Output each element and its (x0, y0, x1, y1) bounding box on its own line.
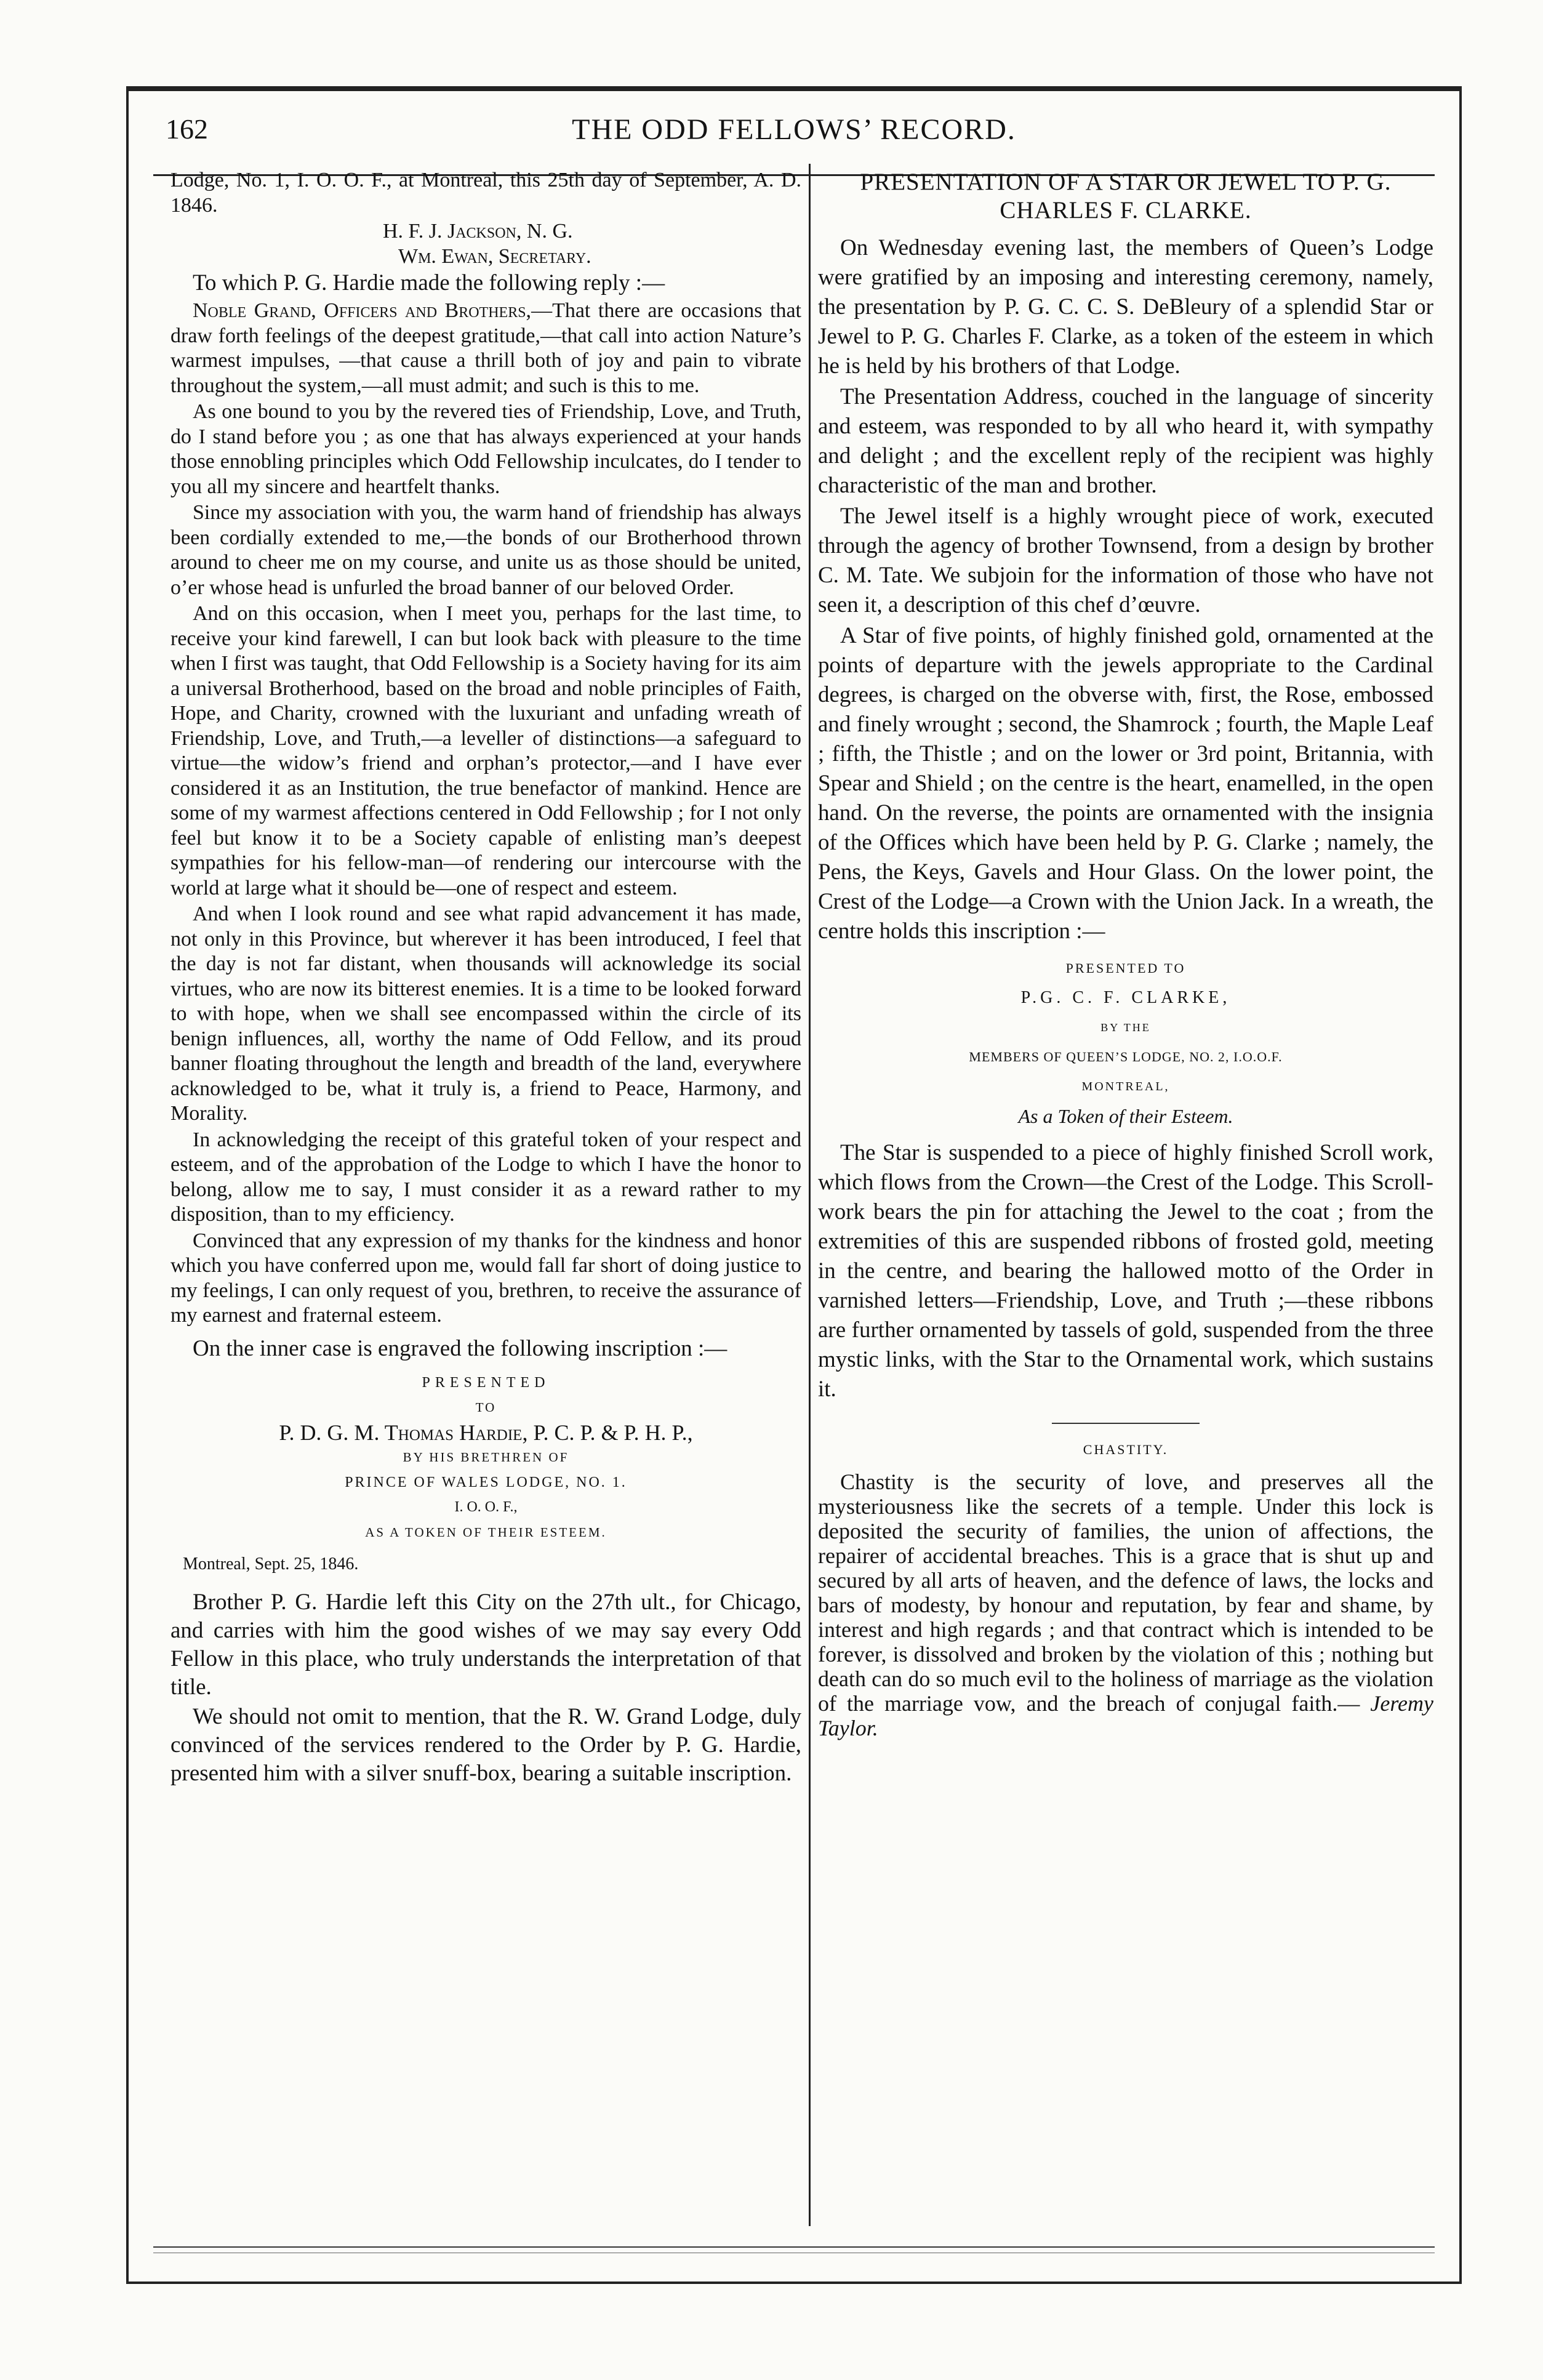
reply-paragraph-4: And on this occasion, when I meet you, perhaps for the last time, to receive your kind farewell, I can but look back with pleasure to the time when I first was taught, that Odd Fellowship is a Society having for its aim a universal Brotherhood, based on the broad and noble principles of Faith, Hope, and Charity, crowned with the luxuriant and unfading wreath of Friendship, Love, and Truth,—a leveller of distinctions—a safeguard to virtue—the widow’s friend and orphan’s protector,—and I have ever considered it as an Institution, the true benefactor of mankind. Hence are some of my warmest affections centered in Odd Fellowship ; for I not only feel but know it to be a Society capable of enlisting man’s deepest sympathies for his fellow-man—of rendering our intercourse with the world at large what it should be—one of respect and esteem. (170, 602, 801, 899)
inscription-line-to: TO (475, 1400, 497, 1415)
departure-paragraph: Brother P. G. Hardie left this City on the 27th ult., for Chicago, and carries with him the good wishes of we may say every Odd Fellow in this place, who truly understands the interpretation of that title. (170, 1589, 801, 1700)
opening-text: Lodge, No. 1, I. O. O. F., at Montreal, this 25th day of September, A. D. 1846. (170, 169, 801, 217)
clarke-line-by: BY THE (1100, 1021, 1151, 1034)
page-header (129, 113, 1459, 162)
inscription-line-name: P. D. G. M. Thomas Hardie, P. C. P. & P. H. P., (279, 1420, 693, 1445)
snuff-box-paragraph: We should not omit to mention, that the R. W. Grand Lodge, duly convinced of the services rendered to the Order by P. G. Hardie, presented him with a silver snuff-box, bearing a suitable inscription. (170, 1703, 801, 1786)
article-paragraph-1: On Wednesday evening last, the members of Queen’s Lodge were gratified by an imposing and interesting ceremony, namely, the presentation by P. G. C. C. S. DeBleury of a splendid Star or Jewel to P. G. Charles F. Clarke, as a token of the esteem in which he is held by his brothers of that Lodge. (818, 235, 1433, 379)
article-paragraph-5: The Star is suspended to a piece of highly finished Scroll work, which flows from the Crown—the Crest of the Lodge. This Scroll-work bears the pin for attaching the Jewel to the coat ; from the extremities of this are suspended ribbons of frosted gold, meeting in the centre, and bearing the hallowed motto of the Order in varnished letters—Friendship, Love, and Truth ;—these ribbons are further ornamented by tassels of gold, suspended from the three mystic links, with the Star to the Ornamental work, which sustains it. (818, 1140, 1433, 1402)
inscription-line-lodge: PRINCE OF WALES LODGE, NO. 1. (345, 1474, 627, 1490)
dateline: Montreal, Sept. 25, 1846. (183, 1554, 359, 1574)
reply-paragraph-7: Convinced that any expression of my thanks for the kindness and honor which you have conferred upon me, would fall far short of doing justice to my feelings, I can only request of you, brethren, to receive the assurance of my earnest and fraternal esteem. (170, 1229, 801, 1327)
clarke-line-token: As a Token of their Esteem. (1018, 1105, 1233, 1127)
hardie-inscription (170, 1370, 801, 1545)
reply-intro: To which P. G. Hardie made the following reply :— (193, 270, 665, 295)
reply-paragraph-1-text: —That there are occasions that draw forth feelings of the deepest gratitude,—that call into action Nature’s warmest impulses, —that cause a thrill both of joy and pain to vibrate throughout the system,—all must admit; and such is this to me. (170, 299, 801, 397)
chastity-text: Chastity is the security of love, and preserves all the mysteriousness like the secrets of a temple. Under this lock is deposited the security of families, the union of affections, the repairer of accidental breaches. This is a grace that is shut up and secured by all arts of heaven, and the defence of laws, the locks and bars of modesty, by honour and reputation, by fear and shame, by interest and high regards ; and that contract which is intended to be forever, is dissolved and broken by the violation of this ; nothing but death can do so much evil to the holiness of marriage as the violation of the marriage vow, and the breach of conjugal faith.— (818, 1469, 1433, 1716)
clarke-line-name: P.G. C. F. CLARKE, (1020, 988, 1231, 1007)
page-frame (126, 86, 1462, 2284)
reply-paragraph-1 (170, 299, 801, 398)
signature-noble-grand: H. F. J. Jackson, N. G. (383, 220, 573, 243)
chastity-heading: CHASTITY. (1083, 1442, 1169, 1457)
right-column (818, 168, 1433, 2223)
reply-paragraph-6: In acknowledging the receipt of this grateful token of your respect and esteem, and of the approbation of the Lodge to which I have the honor to belong, allow me to say, I must consider it as a reward rather to my disposition, than to my efficiency. (170, 1128, 801, 1226)
clarke-line-presented: PRESENTED TO (1065, 960, 1186, 976)
clarke-inscription (818, 954, 1433, 1131)
article-paragraph-2: The Presentation Address, couched in the language of sincerity and esteem, was responded to by all who heard it, with sympathy and delight ; and the excellent reply of the recipient was highly characteristic of the man and brother. (818, 384, 1433, 498)
salutation: Noble Grand, Officers and Brothers, (193, 299, 532, 322)
column-divider (809, 164, 811, 2226)
article-paragraph-3: The Jewel itself is a highly wrought piece of work, executed through the agency of brother Townsend, from a design by brother C. M. Tate. We subjoin for the information of those who have not seen it, a description of this chef d’œuvre. (818, 504, 1433, 617)
reply-paragraph-5: And when I look round and see what rapid advancement it has made, not only in this Province, but wherever it has been introduced, I feel that the day is not far distant, when thousands will acknowledge its social virtues, who are now its bitterest enemies. It is a time to be looked forward to with hope, when we shall see encompassed within the circle of its benign influences, all, worthy the name of Odd Fellow, and its proud banner floating throughout the length and breadth of the land, everywhere acknowledged to be, what it truly is, a friend to Peace, Harmony, and Morality. (170, 903, 801, 1125)
reply-paragraph-3: Since my association with you, the warm hand of friendship has always been cordially extended to me,—the bonds of our Brotherhood thrown around to cheer me on my course, and unite us as those should be united, o’er whose head is unfurled the broad banner of our beloved Order. (170, 501, 801, 599)
running-title: THE ODD FELLOWS’ RECORD. (572, 113, 1016, 146)
page-number: 162 (166, 113, 208, 145)
inner-case-text: On the inner case is engraved the following inscription :— (193, 1335, 727, 1361)
chastity-attribution: Jeremy Taylor. (818, 1691, 1433, 1740)
section-rule (1052, 1423, 1200, 1424)
inscription-line-order: I. O. O. F., (454, 1499, 518, 1515)
clarke-line-city: MONTREAL, (1081, 1080, 1170, 1093)
inscription-line-token: AS A TOKEN OF THEIR ESTEEM. (365, 1524, 607, 1540)
clarke-line-lodge: MEMBERS OF QUEEN’S LODGE, NO. 2, I.O.O.F. (969, 1049, 1283, 1064)
reply-paragraph-2: As one bound to you by the revered ties of Friendship, Love, and Truth, do I stand before you ; as one that has always experienced at your hands those ennobling principles which Odd Fellowship inculcates, do I tender to you all my sincere and heartfelt thanks. (170, 400, 801, 498)
inscription-line-presented: PRESENTED (422, 1374, 550, 1391)
chastity-paragraph (818, 1469, 1433, 1740)
signature-secretary: Wm. Ewan, Secretary. (398, 244, 591, 268)
article-title: PRESENTATION OF A STAR OR JEWEL TO P. G. CHARLES F. CLARKE. (860, 169, 1392, 223)
article-paragraph-4: A Star of five points, of highly finished gold, ornamented at the points of departure with the jewels appropriate to the Cardinal degrees, is charged on the obverse with, first, the Rose, embossed and finely wrought ; second, the Shamrock ; fourth, the Maple Leaf ; fifth, the Thistle ; and on the lower or 3rd point, Britannia, with Spear and Shield ; on the centre is the heart, enamelled, in the open hand. On the reverse, the points are ornamented with the insignia of the Offices which have been held by P. G. Clarke ; namely, the Pens, the Keys, Gavels and Hour Glass. On the lower point, the Crest of the Lodge—a Crown with the Union Jack. In a wreath, the centre holds this inscription :— (818, 623, 1433, 944)
inscription-line-by: BY HIS BRETHREN OF (403, 1450, 569, 1465)
footer-rule (153, 2246, 1435, 2248)
left-column (170, 168, 801, 2223)
